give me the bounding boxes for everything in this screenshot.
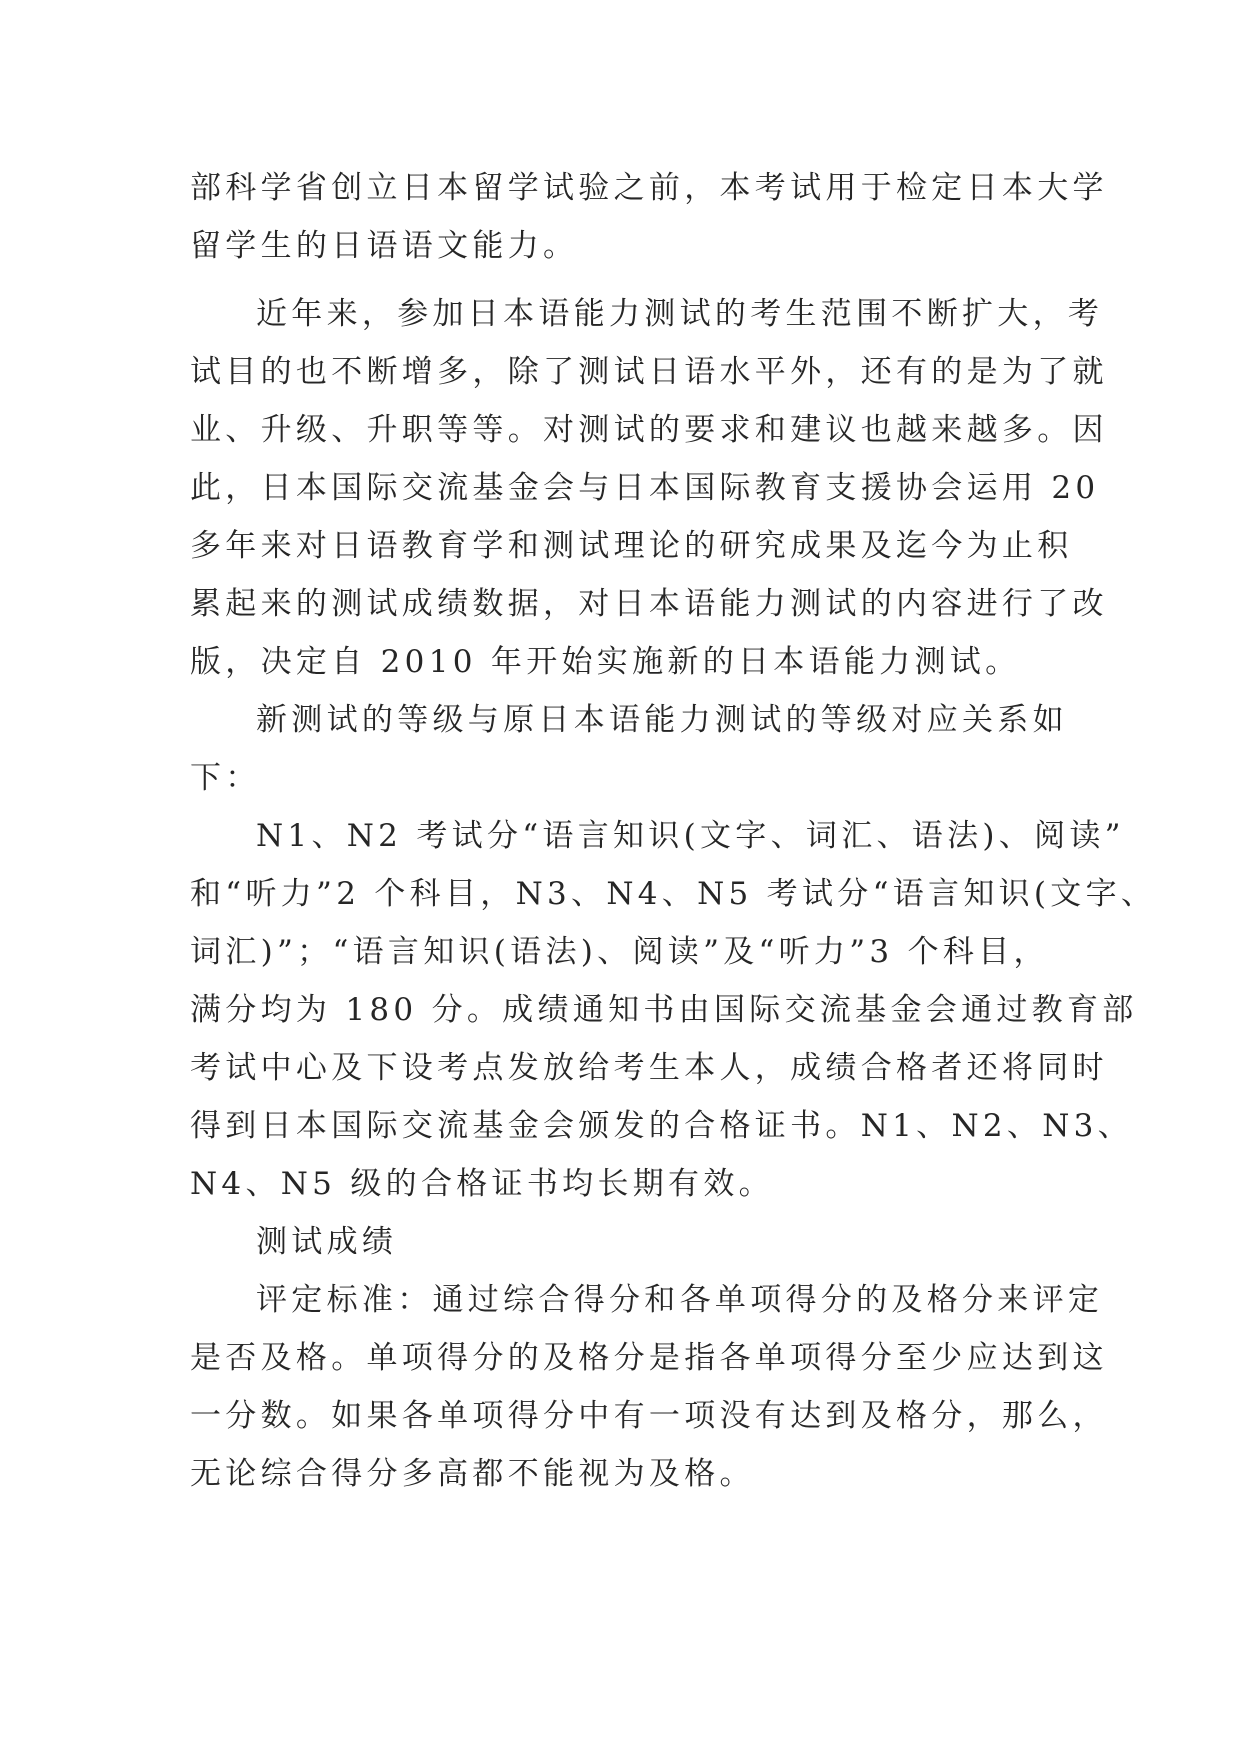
text-line: 此，日本国际交流基金会与日本国际教育支援协会运用 20 bbox=[190, 470, 1100, 506]
text-line: 评定标准：通过综合得分和各单项得分的及格分来评定 bbox=[256, 1282, 1104, 1318]
text-line: 留学生的日语语文能力。 bbox=[190, 228, 579, 264]
text-line: 和“听力”2 个科目，N3、N4、N5 考试分“语言知识(文字、 bbox=[190, 876, 1157, 912]
text-line: 词汇)”；“语言知识(语法)、阅读”及“听力”3 个科目， bbox=[190, 934, 1049, 970]
text-line: 新测试的等级与原日本语能力测试的等级对应关系如 bbox=[256, 702, 1068, 738]
text-line: 试目的也不断增多，除了测试日语水平外，还有的是为了就 bbox=[190, 354, 1108, 390]
text-line: 多年来对日语教育学和测试理论的研究成果及迄今为止积 bbox=[190, 528, 1073, 564]
text-line: 考试中心及下设考点发放给考生本人，成绩合格者还将同时 bbox=[190, 1050, 1108, 1086]
text-line: N4、N5 级的合格证书均长期有效。 bbox=[190, 1166, 774, 1202]
section-heading: 测试成绩 bbox=[256, 1224, 398, 1260]
text-line: 满分均为 180 分。成绩通知书由国际交流基金会通过教育部 bbox=[190, 992, 1138, 1028]
text-line: 是否及格。单项得分的及格分是指各单项得分至少应达到这 bbox=[190, 1340, 1108, 1376]
text-line: 一分数。如果各单项得分中有一项没有达到及格分，那么， bbox=[190, 1398, 1108, 1434]
text-line: 累起来的测试成绩数据，对日本语能力测试的内容进行了改 bbox=[190, 586, 1108, 622]
text-line: 版，决定自 2010 年开始实施新的日本语能力测试。 bbox=[190, 644, 1021, 680]
document-body bbox=[190, 159, 1157, 1503]
text-line: 得到日本国际交流基金会颁发的合格证书。N1、N2、N3、 bbox=[190, 1108, 1133, 1144]
text-line: N1、N2 考试分“语言知识(文字、词汇、语法)、阅读” bbox=[256, 818, 1125, 854]
text-line: 下： bbox=[190, 760, 261, 796]
text-line: 部科学省创立日本留学试验之前，本考试用于检定日本大学 bbox=[190, 170, 1108, 206]
text-line: 近年来，参加日本语能力测试的考生范围不断扩大，考 bbox=[256, 296, 1104, 332]
text-line: 无论综合得分多高都不能视为及格。 bbox=[190, 1456, 755, 1492]
text-line: 业、升级、升职等等。对测试的要求和建议也越来越多。因 bbox=[190, 412, 1108, 448]
